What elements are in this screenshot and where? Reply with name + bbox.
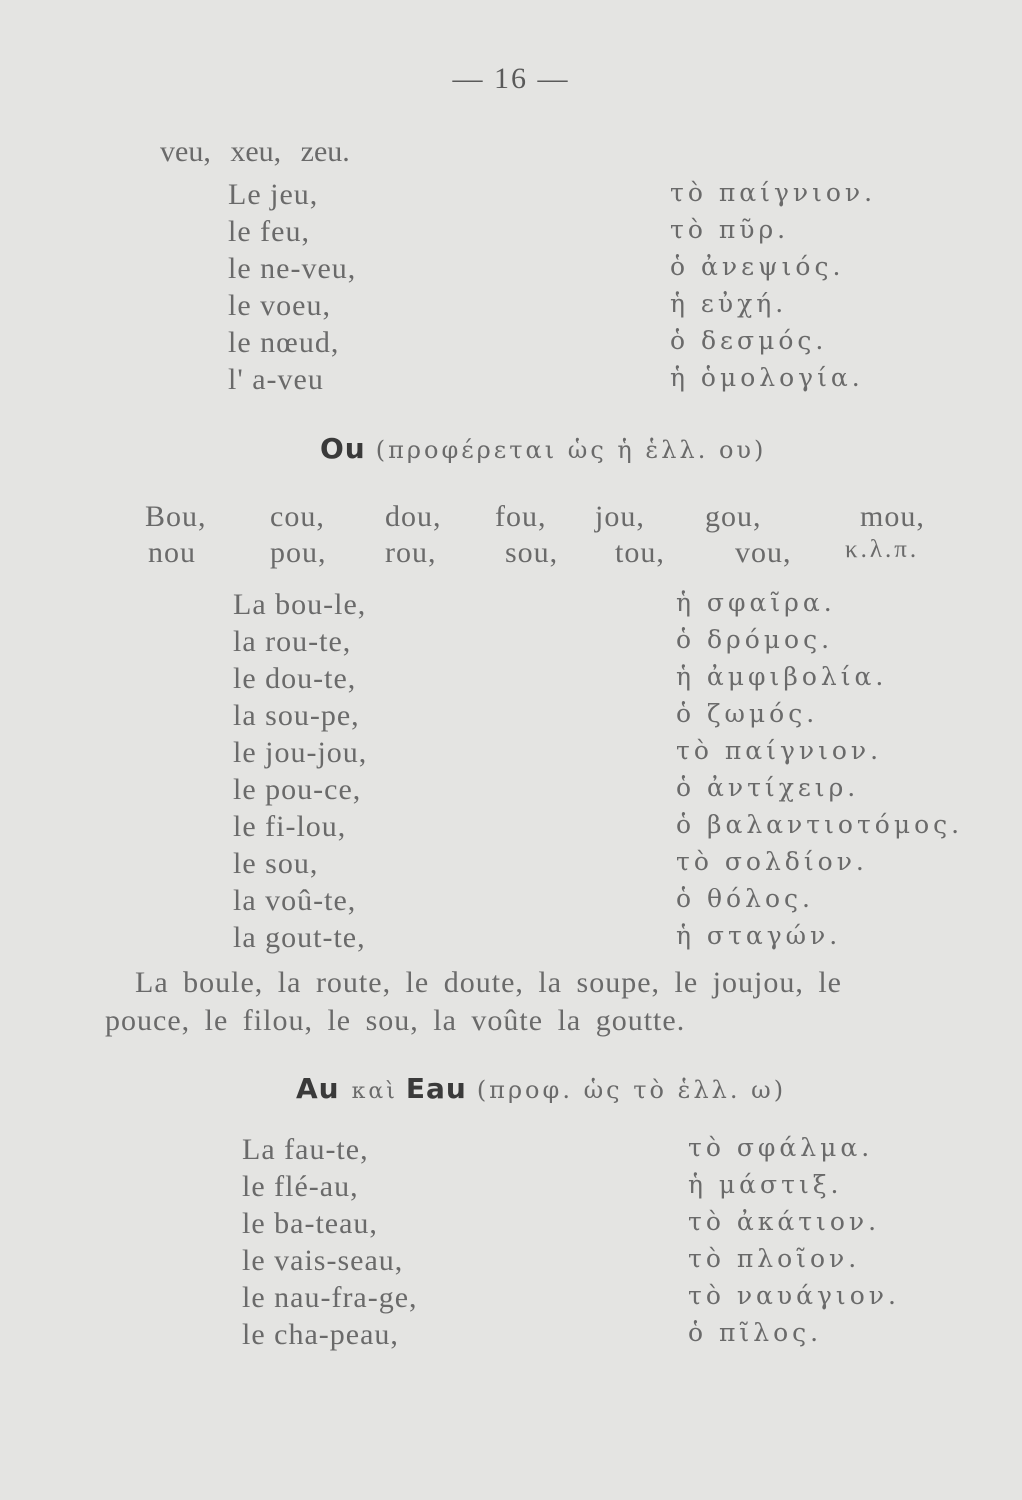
section-heading-ou	[320, 432, 766, 465]
vocab-row	[0, 363, 1022, 403]
greek-translation: ὁ ἀντίχειρ.	[676, 773, 860, 802]
vocab-row	[0, 326, 1022, 366]
french-word: la gout-te,	[233, 921, 366, 954]
heading-title: Eau	[405, 1072, 467, 1105]
ou-syllable-grid	[140, 500, 960, 572]
french-word: le sou,	[233, 847, 319, 880]
syllable: vou,	[735, 536, 792, 569]
greek-translation: ἡ ὁμολογία.	[670, 363, 864, 392]
heading-note: (προφέρεται ὡς ἡ ἑλλ. ου)	[375, 436, 767, 464]
vocab-row	[0, 252, 1022, 292]
syllable: tou,	[615, 536, 665, 569]
syllable: nou	[148, 536, 196, 569]
vocab-row	[0, 1170, 1022, 1210]
vocab-row	[0, 810, 1022, 850]
intro-line: veu, xeu, zeu.	[160, 135, 350, 168]
french-word: le jou-jou,	[233, 736, 368, 769]
french-word: le cha-peau,	[242, 1318, 399, 1351]
french-word: Le jeu,	[228, 178, 319, 211]
greek-translation: τὸ σφάλμα.	[688, 1133, 874, 1162]
syllable: sou,	[505, 536, 559, 569]
greek-translation: ἡ σφαῖρα.	[676, 588, 836, 617]
vocab-row	[0, 884, 1022, 924]
vocab-row	[0, 289, 1022, 329]
sentence-line: pouce, le filou, le sou, la voûte la goutte.	[105, 1004, 686, 1037]
syllable: jou,	[595, 500, 645, 533]
greek-translation: τὸ πῦρ.	[670, 215, 790, 244]
greek-translation: τὸ ἀκάτιον.	[688, 1207, 881, 1236]
vocab-row	[0, 1133, 1022, 1173]
syllable: gou,	[705, 500, 762, 533]
greek-translation: ἡ εὐχή.	[670, 289, 788, 318]
vocab-row	[0, 1318, 1022, 1358]
vocab-row	[0, 699, 1022, 739]
heading-conjunction: καὶ	[351, 1079, 398, 1104]
syllable-row	[140, 536, 960, 572]
french-word: La fau-te,	[242, 1133, 369, 1166]
greek-translation: τὸ πλοῖον.	[688, 1244, 861, 1273]
french-word: le vais-seau,	[242, 1244, 404, 1277]
vocab-row	[0, 625, 1022, 665]
vocab-row	[0, 1281, 1022, 1321]
heading-title: Ou	[320, 432, 366, 465]
heading-title: Au	[296, 1072, 340, 1105]
vocab-row	[0, 921, 1022, 961]
syllable: mou,	[860, 500, 925, 533]
french-word: la rou-te,	[233, 625, 352, 658]
greek-translation: τὸ σολδίον.	[676, 847, 868, 876]
greek-translation: ἡ σταγών.	[676, 921, 842, 950]
greek-translation: τὸ παίγνιον.	[670, 178, 877, 207]
vocab-row	[0, 215, 1022, 255]
syllable: rou,	[385, 536, 437, 569]
heading-note: (προφ. ὡς τὸ ἑλλ. ω)	[476, 1076, 787, 1104]
syllable: pou,	[270, 536, 327, 569]
vocab-row	[0, 1244, 1022, 1284]
french-word: la sou-pe,	[233, 699, 360, 732]
french-word: l' a-veu	[228, 363, 324, 396]
syllable: fou,	[495, 500, 547, 533]
section-heading-au-eau	[296, 1072, 786, 1105]
french-word: le ba-teau,	[242, 1207, 378, 1240]
greek-translation: τὸ ναυάγιον.	[688, 1281, 900, 1310]
page-number: — 16 —	[452, 62, 570, 95]
greek-translation: ὁ δεσμός.	[670, 326, 828, 355]
french-word: le dou-te,	[233, 662, 357, 695]
greek-translation: ὁ ζωμός.	[676, 699, 819, 728]
greek-translation: ὁ ἀνεψιός.	[670, 252, 845, 281]
vocab-row	[0, 736, 1022, 776]
french-word: le nau-fra-ge,	[242, 1281, 418, 1314]
french-word: le fi-lou,	[233, 810, 347, 843]
french-word: le voeu,	[228, 289, 331, 322]
greek-translation: ὁ θόλος.	[676, 884, 814, 913]
vocab-row	[0, 1207, 1022, 1247]
ou-sentence	[105, 964, 1005, 1040]
vocab-row	[0, 773, 1022, 813]
french-word: le feu,	[228, 215, 310, 248]
sentence-line: La boule, la route, le doute, la soupe, le joujou, le	[135, 966, 842, 999]
vocab-row	[0, 178, 1022, 218]
syllable: κ.λ.π.	[845, 536, 920, 563]
french-word: la voû-te,	[233, 884, 357, 917]
syllable: cou,	[270, 500, 325, 533]
french-word: le ne-veu,	[228, 252, 357, 285]
syllable: dou,	[385, 500, 442, 533]
vocab-row	[0, 847, 1022, 887]
greek-translation: ὁ πῖλος.	[688, 1318, 823, 1347]
vocab-row	[0, 588, 1022, 628]
greek-translation: ἡ μάστιξ.	[688, 1170, 843, 1199]
greek-translation: ὁ βαλαντιοτόμος.	[676, 810, 964, 839]
french-word: La bou-le,	[233, 588, 367, 621]
french-word: le nœud,	[228, 326, 340, 359]
vocab-row	[0, 662, 1022, 702]
french-word: le flé-au,	[242, 1170, 359, 1203]
syllable: Bou,	[145, 500, 207, 533]
syllable-row	[140, 500, 960, 536]
greek-translation: τὸ παίγνιον.	[676, 736, 883, 765]
french-word: le pou-ce,	[233, 773, 362, 806]
greek-translation: ἡ ἀμφιβολία.	[676, 662, 888, 691]
greek-translation: ὁ δρόμος.	[676, 625, 834, 654]
